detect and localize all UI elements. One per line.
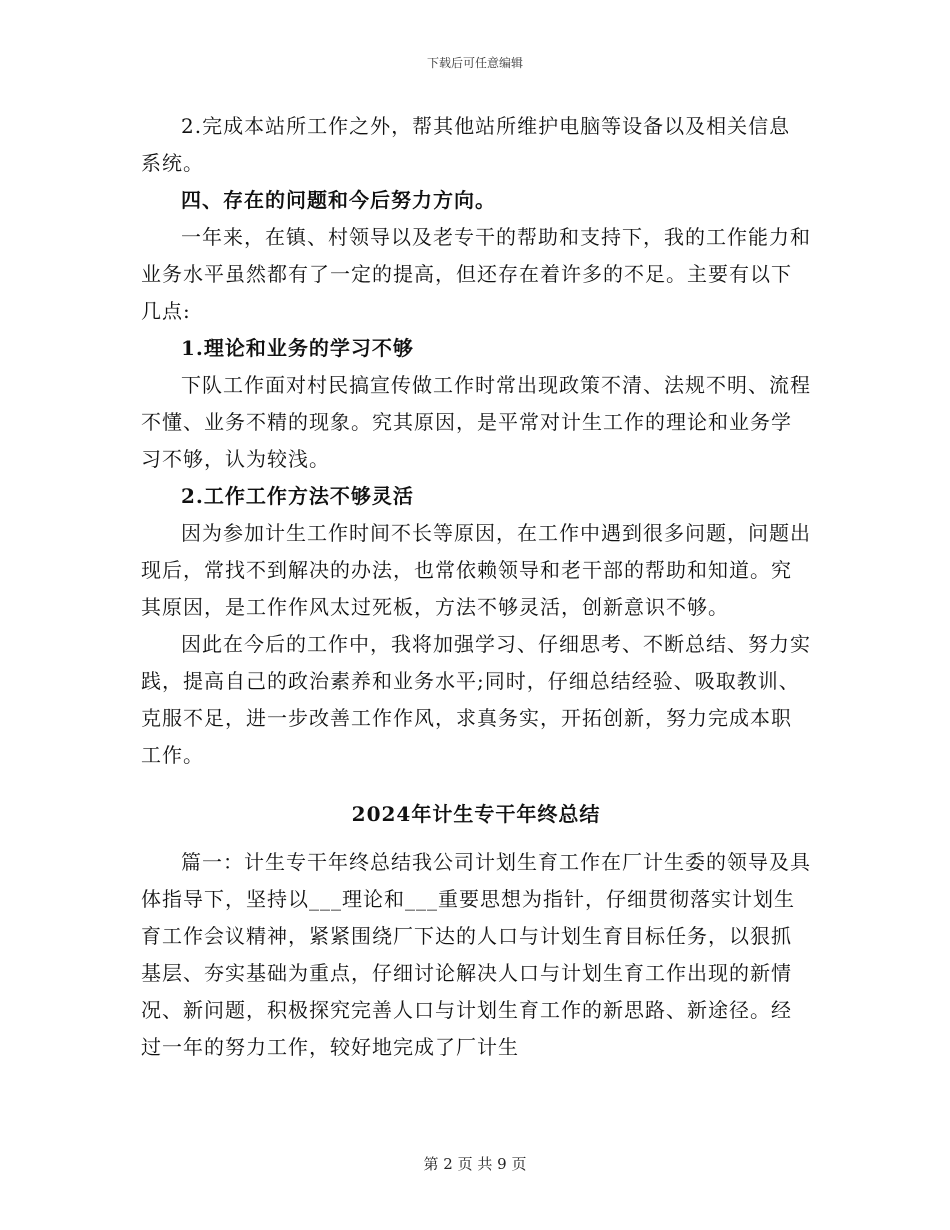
section-title: 2024年计生专干年终总结 xyxy=(351,802,601,826)
document-body xyxy=(141,108,811,1066)
paragraph-item-2-maintenance: 2.完成本站所工作之外，帮其他站所维护电脑等设备以及相关信息系统。 xyxy=(141,114,791,175)
paragraph-theory-study: 下队工作面对村民搞宣传做工作时常出现政策不清、法规不明、流程不懂、业务不精的现象。究其原因，是平常对计生工作的理论和业务学习不够，认为较浅。 xyxy=(141,373,811,471)
paragraph-work-method: 因为参加计生工作时间不长等原因，在工作中遇到很多问题，问题出现后，常找不到解决的办法，也常依赖领导和老干部的帮助和知道。究其原因，是工作作风太过死板，方法不够灵活，创新意识不够。 xyxy=(141,521,811,619)
page-header: 下载后可任意编辑 xyxy=(426,56,523,70)
paragraph-future-plan: 因此在今后的工作中，我将加强学习、仔细思考、不断总结、努力实践，提高自己的政治素养和业务水平;同时，仔细总结经验、吸取教训、克服不足，进一步改善工作作风，求真务实，开拓创新，努力完成本职工作。 xyxy=(141,632,811,767)
subheading-work-method: 2.工作工作方法不够灵活 xyxy=(181,484,414,508)
section-paragraph: 篇一：计生专干年终总结我公司计划生育工作在厂计生委的领导及具体指导下，坚持以___理论和___重要思想为指针，仔细贯彻落实计划生育工作会议精神，紧紧围绕厂下达的人口与计划生育目标任务，以狠抓基层、夯实基础为重点，仔细讨论解决人口与计划生育工作出现的新情况、新问题，积极探究完善人口与计划生育工作的新思路、新途径。经过一年的努力工作，较好地完成了厂计生 xyxy=(141,850,811,1059)
heading-problems-directions: 四、存在的问题和今后努力方向。 xyxy=(181,188,496,212)
paragraph-year-summary: 一年来，在镇、村领导以及老专干的帮助和支持下，我的工作能力和业务水平虽然都有了一定的提高，但还存在着许多的不足。主要有以下几点: xyxy=(141,225,811,323)
subheading-theory-study: 1.理论和业务的学习不够 xyxy=(181,336,414,360)
page-footer: 第 2 页 共 9 页 xyxy=(423,1155,527,1173)
